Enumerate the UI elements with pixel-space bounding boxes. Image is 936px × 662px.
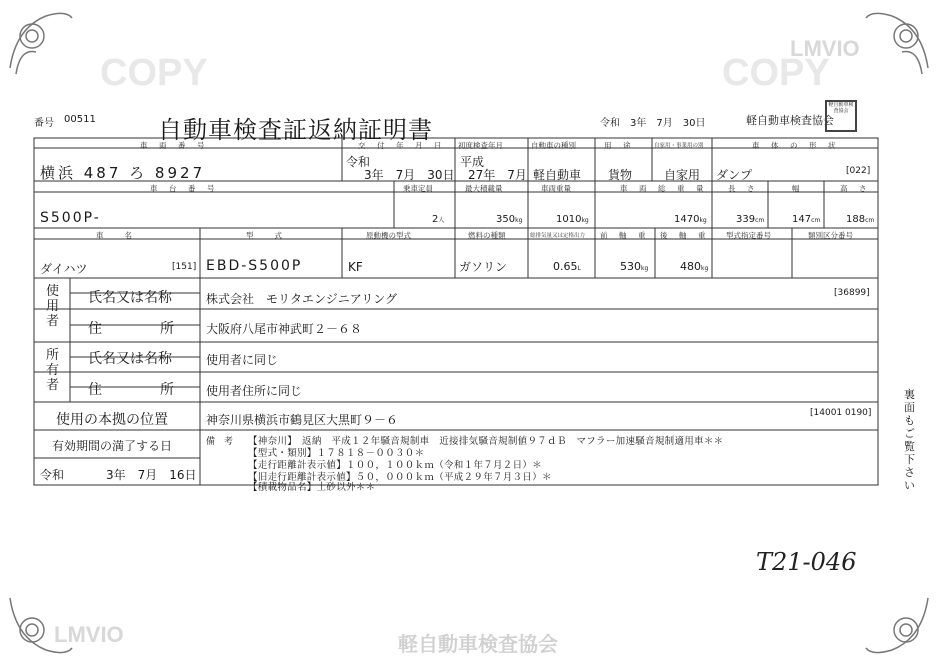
- model-label: 型 式: [246, 231, 284, 240]
- displacement-unit: L: [577, 265, 581, 272]
- gross-weight-number: 1470: [674, 214, 700, 225]
- user-address-label: 住 所: [88, 321, 178, 337]
- reverse-side-note: 裏面もご覧下さい: [904, 388, 915, 492]
- engine-model-value: KF: [348, 260, 363, 274]
- document-title: 自動車検査証返納証明書: [158, 116, 433, 144]
- official-seal: [825, 100, 857, 132]
- chassis-value: S500P-: [40, 210, 101, 226]
- max-load-unit: kg: [515, 217, 523, 224]
- vehicle-weight-value: [556, 214, 589, 225]
- max-load-value: [496, 214, 522, 225]
- body-shape-code: [022]: [846, 166, 871, 176]
- number-value: 00511: [64, 114, 96, 125]
- displacement-number: 0.65: [553, 260, 578, 273]
- remarks-line: 【型式・類別】１７８１８－００３０＊: [248, 448, 425, 459]
- first-reg-era: 平成: [460, 155, 485, 169]
- owner-name-value: 使用者に同じ: [206, 353, 279, 367]
- height-number: 188: [846, 214, 866, 225]
- height-label: 高 さ: [840, 184, 869, 193]
- fuel-value: ガソリン: [459, 260, 508, 274]
- width-value: [792, 214, 820, 225]
- delivery-era: 令和: [346, 155, 371, 169]
- height-value: [846, 214, 874, 225]
- issue-date: 令和 3年 7月 30日: [600, 118, 706, 129]
- front-axle-number: 530: [620, 260, 641, 273]
- front-axle-value: [620, 260, 648, 273]
- capacity-number: 2: [432, 214, 439, 225]
- business-label: 自家用・事業用の別: [654, 143, 704, 149]
- fuel-label: 燃料の種類: [468, 231, 506, 240]
- plate-label: 車 両 番 号: [140, 141, 207, 150]
- base-location-label: 使用の本拠の位置: [56, 412, 168, 428]
- footer-org-watermark: 軽自動車検査協会: [398, 632, 558, 656]
- vehicle-weight-label: 車両重量: [541, 184, 571, 193]
- user-name-value: 株式会社 モリタエンジニアリング: [206, 292, 397, 306]
- use-label: 用 途: [604, 141, 633, 150]
- gross-weight-label: 車 両 総 重 量: [620, 184, 706, 193]
- owner-address-label: 住 所: [88, 382, 178, 398]
- remarks-line: 【積載物品名】土砂以外＊＊: [248, 482, 376, 493]
- copy-watermark-right: COPY: [722, 52, 830, 94]
- user-group-label: 使用者: [46, 284, 60, 329]
- user-address-value: 大阪府八尾市神武町２－６８: [206, 322, 363, 336]
- remarks-line: 【走行距離計表示値】１００，１００ｋｍ（令和１年７月２日）＊: [248, 460, 543, 471]
- use-value: 貨物: [608, 168, 633, 182]
- gross-weight-value: [674, 214, 707, 225]
- rear-axle-number: 480: [680, 260, 701, 273]
- remarks-line: 【神奈川】 返納 平成１２年騒音規制車 近接排気騒音規制値９７ｄＢ マフラー加速騒音規制適用車＊＊: [248, 436, 724, 447]
- first-reg-date: 27年 7月: [468, 168, 527, 182]
- capacity-unit: 人: [438, 217, 445, 224]
- rear-axle-label: 後 軸 重: [660, 231, 708, 240]
- length-label: 長 さ: [728, 184, 757, 193]
- owner-name-label: 氏名又は名称: [88, 351, 172, 367]
- length-unit: cm: [755, 217, 765, 224]
- designation-number-label: 型式指定番号: [726, 231, 771, 240]
- remarks-line: 【旧走行距離計表示値】５０，０００ｋｍ（平成２９年７月３日）＊: [248, 472, 552, 483]
- max-load-number: 350: [496, 214, 516, 225]
- user-name-label: 氏名又は名称: [88, 290, 172, 306]
- width-number: 147: [792, 214, 812, 225]
- length-value: [736, 214, 764, 225]
- width-label: 幅: [792, 184, 802, 193]
- max-load-label: 最大積載量: [465, 184, 503, 193]
- gross-weight-unit: kg: [699, 217, 707, 224]
- expiry-date: 3年 7月 16日: [106, 468, 197, 482]
- capacity-value: [432, 214, 444, 225]
- width-unit: cm: [811, 217, 821, 224]
- front-axle-label: 前 軸 重: [600, 231, 648, 240]
- body-shape-value: ダンプ: [716, 168, 753, 182]
- rear-axle-value: [680, 260, 708, 273]
- vehicle-type-value: 軽自動車: [533, 168, 582, 182]
- engine-model-label: 原動機の型式: [366, 231, 411, 240]
- issuer-name: 軽自動車検査協会: [746, 114, 834, 127]
- owner-group-label: 所有者: [46, 348, 60, 393]
- base-location-value: 神奈川県横浜市鶴見区大黒町９－６: [206, 413, 399, 427]
- displacement-label: 総排気量又は定格出力: [530, 233, 586, 239]
- seal-text: 軽自動車検査協会: [828, 102, 854, 114]
- plate-value: 横浜 487 ろ 8927: [40, 164, 206, 182]
- vehicle-weight-unit: kg: [581, 217, 589, 224]
- make-code: [151]: [172, 262, 197, 272]
- make-value: ダイハツ: [40, 262, 88, 276]
- first-reg-label: 初度検査年月: [458, 141, 503, 150]
- user-name-code: [36899]: [834, 288, 870, 298]
- expiry-era: 令和: [40, 468, 65, 482]
- vehicle-type-label: 自動車の種別: [531, 141, 576, 150]
- vehicle-weight-number: 1010: [556, 214, 582, 225]
- lmvio-watermark-top: LMVIO: [790, 36, 860, 61]
- model-value: EBD-S500P: [206, 258, 303, 274]
- displacement-value: [553, 260, 581, 273]
- business-value: 自家用: [664, 168, 701, 182]
- lmvio-watermark-bottom: LMVIO: [54, 622, 124, 647]
- remarks-label: 備 考: [206, 437, 234, 447]
- base-location-code: [14001 0190]: [810, 408, 872, 418]
- height-unit: cm: [865, 217, 875, 224]
- capacity-label: 乗車定員: [403, 184, 433, 193]
- rear-axle-unit: kg: [701, 265, 709, 272]
- make-label: 車 名: [96, 231, 134, 240]
- copy-watermark-left: COPY: [100, 52, 208, 94]
- body-shape-label: 車 体 の 形 状: [752, 141, 838, 150]
- owner-address-value: 使用者住所に同じ: [206, 384, 303, 398]
- length-number: 339: [736, 214, 756, 225]
- front-axle-unit: kg: [641, 265, 649, 272]
- category-number-label: 類別区分番号: [808, 231, 853, 240]
- handwritten-reference: T21-046: [756, 548, 857, 576]
- chassis-label: 車 台 番 号: [150, 184, 217, 193]
- number-label: 番号: [34, 118, 54, 129]
- delivery-date: 3年 7月 30日: [364, 168, 455, 182]
- expiry-label: 有効期間の満了する日: [52, 439, 173, 453]
- delivery-date-label: 交 付 年 月 日: [358, 141, 444, 150]
